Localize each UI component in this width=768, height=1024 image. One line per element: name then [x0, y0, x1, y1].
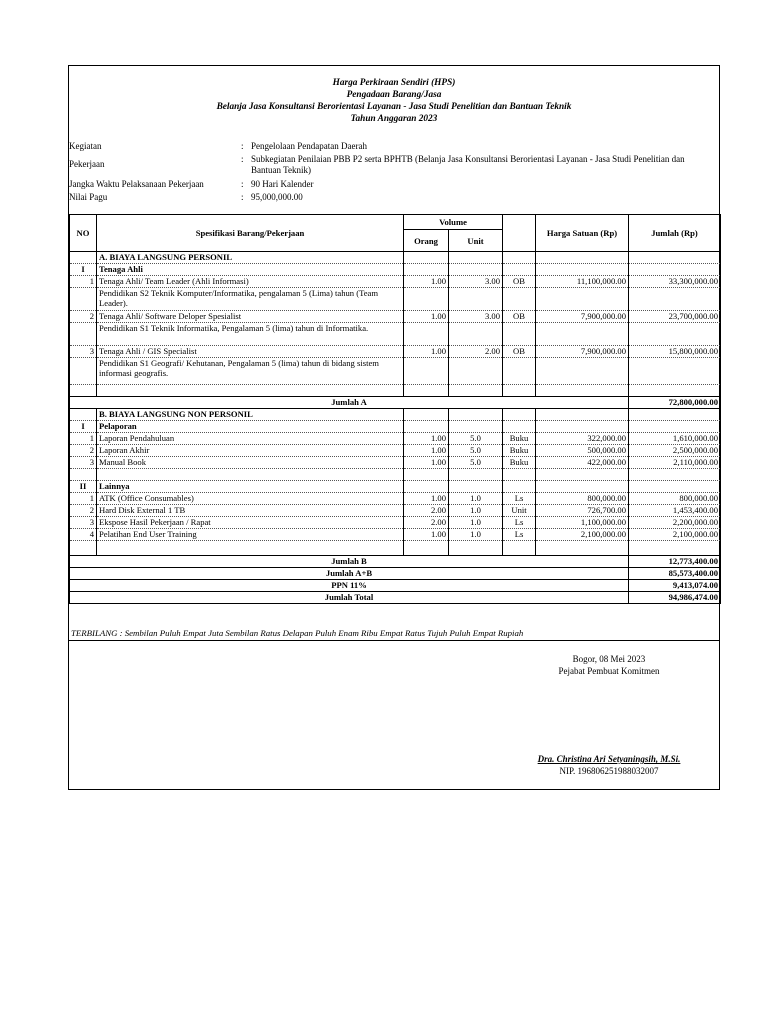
doc-category: Belanja Jasa Konsultansi Berorientasi Layanan - Jasa Studi Penelitian dan Bantuan Teknik: [216, 102, 572, 112]
item-orang: 1.00: [404, 346, 449, 358]
group-row: [70, 264, 721, 276]
item-unit: 5.0: [449, 433, 503, 445]
colon: :: [241, 141, 244, 151]
item-orang: 1.00: [404, 276, 449, 288]
item-jumlah: 1,453,400.00: [629, 505, 721, 517]
item-harga: 422,000.00: [536, 457, 629, 469]
group-row: [70, 481, 721, 493]
item-no: 3: [70, 517, 97, 529]
item-satuan: Buku: [503, 433, 536, 445]
item-no: 1: [70, 433, 97, 445]
item-harga: 7,900,000.00: [536, 311, 629, 323]
table-row-desc: [70, 323, 721, 346]
section-a-title: A. BIAYA LANGSUNG PERSONIL: [97, 252, 404, 264]
place-date: Bogor, 08 Mei 2023: [572, 654, 646, 664]
item-satuan: OB: [503, 276, 536, 288]
kegiatan-label: Kegiatan: [69, 141, 102, 151]
total-row: [70, 397, 721, 409]
item-unit: 1.0: [449, 529, 503, 541]
col-harga: Harga Satuan (Rp): [536, 215, 629, 252]
divider: [69, 640, 719, 641]
item-jumlah: 2,100,000.00: [629, 529, 721, 541]
item-spec: Tenaga Ahli/ Software Deloper Spesialist: [97, 311, 404, 323]
colon: :: [241, 179, 244, 189]
signer-nip: NIP. 196806251988032007: [559, 766, 659, 776]
total-row: [70, 592, 721, 604]
total-row: [70, 568, 721, 580]
item-unit: 3.00: [449, 311, 503, 323]
col-spesifikasi: Spesifikasi Barang/Pekerjaan: [97, 215, 404, 252]
item-no: 2: [70, 311, 97, 323]
table-row: [70, 276, 721, 288]
item-orang: 1.00: [404, 445, 449, 457]
item-satuan: OB: [503, 346, 536, 358]
item-orang: 1.00: [404, 311, 449, 323]
item-harga: 726,700.00: [536, 505, 629, 517]
jumlah-total-label: Jumlah Total: [70, 592, 629, 604]
doc-fiscal-year: Tahun Anggaran 2023: [350, 114, 438, 124]
item-satuan: Buku: [503, 457, 536, 469]
terbilang: TERBILANG : Sembilan Puluh Empat Juta Sembilan Ratus Delapan Puluh Enam Ribu Empat Ratus Tujuh Puluh Empat Rupiah: [71, 628, 524, 638]
item-no: 2: [70, 505, 97, 517]
item-jumlah: 1,610,000.00: [629, 433, 721, 445]
item-jumlah: 2,200,000.00: [629, 517, 721, 529]
col-no: NO: [70, 215, 97, 252]
spacer-row: [70, 469, 721, 481]
total-row: [70, 580, 721, 592]
item-unit: 2.00: [449, 346, 503, 358]
item-spec: Tenaga Ahli/ Team Leader (Ahli Informasi): [97, 276, 404, 288]
group-no: II: [70, 481, 97, 493]
item-no: 4: [70, 529, 97, 541]
pekerjaan-value: Subkegiatan Penilaian PBB P2 serta BPHTB (Belanja Jasa Konsultansi Berorientasi Layanan - Jasa Studi Penelitian dan Bantuan Teknik): [251, 154, 685, 175]
item-no: 3: [70, 457, 97, 469]
item-jumlah: 2,500,000.00: [629, 445, 721, 457]
jumlah-ab-value: 85,573,400.00: [629, 568, 721, 580]
group-title: Tenaga Ahli: [97, 264, 404, 276]
col-orang: Orang: [404, 230, 449, 252]
item-spec: Pelatihan End User Training: [97, 529, 404, 541]
item-spec: Laporan Akhir: [97, 445, 404, 457]
table-row: [70, 493, 721, 505]
item-satuan: OB: [503, 311, 536, 323]
col-satuan: [503, 215, 536, 252]
item-satuan: Ls: [503, 493, 536, 505]
jumlah-b-label: Jumlah B: [70, 556, 629, 568]
item-orang: 2.00: [404, 505, 449, 517]
item-harga: 500,000.00: [536, 445, 629, 457]
item-desc: Pendidikan S2 Teknik Komputer/Informatika, pengalaman 5 (Lima) tahun (Team Leader).: [97, 288, 404, 311]
colon: :: [241, 192, 244, 202]
pagu-label: Nilai Pagu: [69, 192, 108, 202]
group-title: Lainnya: [97, 481, 404, 493]
item-harga: 2,100,000.00: [536, 529, 629, 541]
pagu-value: 95,000,000.00: [251, 192, 303, 202]
spacer-row: [70, 541, 721, 556]
item-unit: 5.0: [449, 445, 503, 457]
item-spec: Tenaga Ahli / GIS Specialist: [97, 346, 404, 358]
section-row: [70, 252, 721, 264]
item-orang: 1.00: [404, 493, 449, 505]
item-spec: Ekspose Hasil Pekerjaan / Rapat: [97, 517, 404, 529]
table-row: [70, 517, 721, 529]
hps-table: [69, 214, 721, 604]
item-jumlah: 800,000.00: [629, 493, 721, 505]
item-spec: ATK (Office Consumables): [97, 493, 404, 505]
jumlah-total-value: 94,986,474.00: [629, 592, 721, 604]
item-orang: 1.00: [404, 457, 449, 469]
doc-subtitle: Pengadaan Barang/Jasa: [346, 90, 442, 100]
item-no: 2: [70, 445, 97, 457]
item-no: 1: [70, 493, 97, 505]
col-volume: Volume: [404, 215, 503, 230]
col-jumlah: Jumlah (Rp): [629, 215, 721, 252]
table-row-desc: [70, 288, 721, 311]
total-row: [70, 556, 721, 568]
item-orang: 2.00: [404, 517, 449, 529]
item-unit: 1.0: [449, 517, 503, 529]
ppn-value: 9,413,074.00: [629, 580, 721, 592]
item-harga: 1,100,000.00: [536, 517, 629, 529]
group-row: [70, 421, 721, 433]
item-satuan: Ls: [503, 529, 536, 541]
table-row: [70, 346, 721, 358]
group-title: Pelaporan: [97, 421, 404, 433]
item-jumlah: 23,700,000.00: [629, 311, 721, 323]
table-row: [70, 505, 721, 517]
hps-document: [68, 65, 720, 790]
item-unit: 5.0: [449, 457, 503, 469]
item-no: 3: [70, 346, 97, 358]
pekerjaan-label: Pekerjaan: [69, 159, 105, 169]
colon: :: [241, 154, 244, 164]
table-row: [70, 529, 721, 541]
item-jumlah: 33,300,000.00: [629, 276, 721, 288]
jumlah-a-label: Jumlah A: [70, 397, 629, 409]
spacer-row: [70, 385, 721, 397]
item-unit: 3.00: [449, 276, 503, 288]
jumlah-ab-label: Jumlah A+B: [70, 568, 629, 580]
item-harga: 322,000.00: [536, 433, 629, 445]
table-row: [70, 311, 721, 323]
item-orang: 1.00: [404, 529, 449, 541]
item-harga: 11,100,000.00: [536, 276, 629, 288]
jumlah-a-value: 72,800,000.00: [629, 397, 721, 409]
section-b-title: B. BIAYA LANGSUNG NON PERSONIL: [97, 409, 404, 421]
item-orang: 1.00: [404, 433, 449, 445]
item-desc: Pendidikan S1 Teknik Informatika, Pengalaman 5 (lima) tahun di Informatika.: [97, 323, 404, 346]
item-satuan: Unit: [503, 505, 536, 517]
item-no: 1: [70, 276, 97, 288]
item-satuan: Buku: [503, 445, 536, 457]
item-harga: 7,900,000.00: [536, 346, 629, 358]
jangka-value: 90 Hari Kalender: [251, 179, 314, 189]
item-jumlah: 2,110,000.00: [629, 457, 721, 469]
ppn-label: PPN 11%: [70, 580, 629, 592]
col-unit: Unit: [449, 230, 503, 252]
table-row-desc: [70, 358, 721, 385]
group-no: I: [70, 264, 97, 276]
item-spec: Laporan Pendahuluan: [97, 433, 404, 445]
jumlah-b-value: 12,773,400.00: [629, 556, 721, 568]
item-spec: Hard Disk External 1 TB: [97, 505, 404, 517]
section-row: [70, 409, 721, 421]
signer-role: Pejabat Pembuat Komitmen: [558, 666, 660, 676]
item-desc: Pendidikan S1 Geografi/ Kehutanan, Pengalaman 5 (lima) tahun di bidang sistem informasi geografis.: [97, 358, 404, 385]
table-row: [70, 457, 721, 469]
jangka-label: Jangka Waktu Pelaksanaan Pekerjaan: [69, 179, 204, 189]
table-row: [70, 445, 721, 457]
doc-title: Harga Perkiraan Sendiri (HPS): [332, 78, 456, 88]
table-row: [70, 433, 721, 445]
item-satuan: Ls: [503, 517, 536, 529]
item-spec: Manual Book: [97, 457, 404, 469]
item-harga: 800,000.00: [536, 493, 629, 505]
kegiatan-value: Pengelolaan Pendapatan Daerah: [251, 141, 367, 151]
signer-name: Dra. Christina Ari Setyaningsih, M.Si.: [537, 754, 681, 764]
item-jumlah: 15,800,000.00: [629, 346, 721, 358]
group-no: I: [70, 421, 97, 433]
item-unit: 1.0: [449, 505, 503, 517]
item-unit: 1.0: [449, 493, 503, 505]
